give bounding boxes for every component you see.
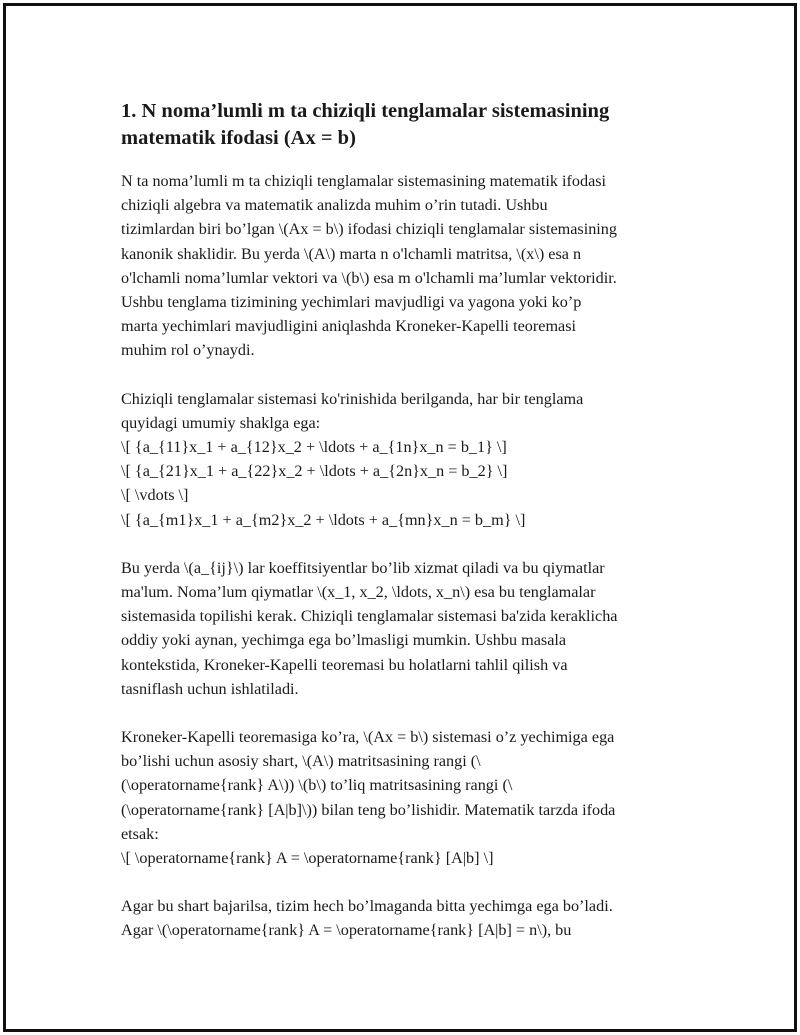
document-page <box>3 3 797 1032</box>
paragraph <box>121 387 701 532</box>
text-line: kontekstida, Kroneker-Kapelli teoremasi bu holatlarni tahlil qilish va <box>121 655 568 674</box>
text-line: \[ {a_{11}x_1 + a_{12}x_2 + \ldots + a_{1n}x_n = b_1} \] <box>121 438 507 457</box>
text-line: \[ {a_{21}x_1 + a_{22}x_2 + \ldots + a_{2n}x_n = b_2} \] <box>121 462 508 481</box>
text-line: oddiy yoki aynan, yechimga ega bo’lmasligi mumkin. Ushbu masala <box>121 631 567 650</box>
document-body <box>121 98 701 967</box>
text-line: tasniflash uchun ishlatiladi. <box>121 679 299 698</box>
text-line: chiziqli algebra va matematik analizda muhim o’rin tutadi. Ushbu <box>121 196 548 215</box>
text-line: kanonik shaklidir. Bu yerda \(A\) marta n o'lchamli matritsa, \(x\) esa n <box>121 244 582 263</box>
text-line: Agar \(\operatorname{rank} A = \operatorname{rank} [A|b] = n\), bu <box>121 921 572 940</box>
text-line: muhim rol o’ynaydi. <box>121 341 255 360</box>
text-line: \[ \vdots \] <box>121 486 189 505</box>
text-line: sistemasida topilishi kerak. Chiziqli tenglamalar sistemasi ba'zida keraklicha <box>121 607 618 626</box>
text-line: etsak: <box>121 824 159 843</box>
paragraph <box>121 169 701 363</box>
text-line: ma'lum. Noma’lum qiymatlar \(x_1, x_2, \ldots, x_n\) esa bu tenglamalar <box>121 583 596 602</box>
text-line: (\operatorname{rank} A\)) \(b\) to’liq matritsasining rangi (\ <box>121 776 513 795</box>
text-line: Bu yerda \(a_{ij}\) lar koeffitsiyentlar bo’lib xizmat qiladi va bu qiymatlar <box>121 558 605 577</box>
paragraphs-container <box>121 169 701 943</box>
text-line: Kroneker-Kapelli teoremasiga ko’ra, \(Ax = b\) sistemasi o’z yechimiga ega <box>121 728 615 747</box>
text-line: o'lchamli noma’lumlar vektori va \(b\) esa m o'lchamli ma’lumlar vektoridir. <box>121 268 617 287</box>
text-line: bo’lishi uchun asosiy shart, \(A\) matritsasining rangi (\ <box>121 752 481 771</box>
text-line: N ta noma’lumli m ta chiziqli tenglamalar sistemasining matematik ifodasi <box>121 172 607 190</box>
text-line: quyidagi umumiy shaklga ega: <box>121 413 321 432</box>
text-line: Ushbu tenglama tizimining yechimlari mavjudligi va yagona yoki ko’p <box>121 293 582 312</box>
text-line: (\operatorname{rank} [A|b]\)) bilan teng bo’lishidir. Matematik tarzda ifoda <box>121 800 616 819</box>
paragraph <box>121 556 701 701</box>
text-line: tizimlardan biri bo’lgan \(Ax = b\) ifodasi chiziqli tenglamalar sistemasining <box>121 220 617 239</box>
text-line: Agar bu shart bajarilsa, tizim hech bo’lmaganda bitta yechimga ega bo’ladi. <box>121 897 613 916</box>
text-line: \[ \operatorname{rank} A = \operatorname{rank} [A|b] \] <box>121 849 494 868</box>
text-line: \[ {a_{m1}x_1 + a_{m2}x_2 + \ldots + a_{mn}x_n = b_m} \] <box>121 510 526 529</box>
text-line: Chiziqli tenglamalar sistemasi ko'rinishida berilganda, har bir tenglama <box>121 389 584 408</box>
paragraph <box>121 894 701 942</box>
paragraph <box>121 725 701 870</box>
text-line: marta yechimlari mavjudligini aniqlashda Kroneker-Kapelli teoremasi <box>121 317 577 336</box>
section-heading: 1. N noma’lumli m ta chiziqli tenglamalar sistemasining matematik ifodasi (Ax = b) <box>121 100 610 149</box>
